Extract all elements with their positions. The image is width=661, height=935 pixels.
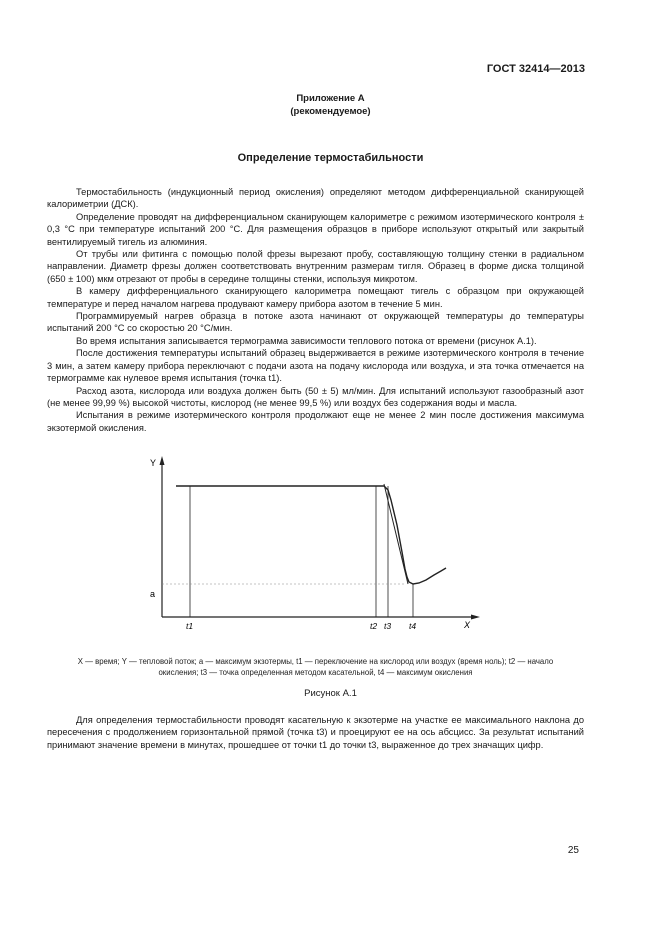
- body-text-bottom: [47, 714, 584, 751]
- x-axis-arrow: [471, 615, 480, 620]
- paragraph: Расход азота, кислорода или воздуха должен быть (50 ± 5) мл/мин. Для испытаний используют газообразный азот (не менее 99,99 %) высокой чистоты, кислород (не менее 99,5 %) или воздух без содержания воды и масла.: [47, 385, 584, 408]
- t3-label: t3: [384, 621, 392, 631]
- paragraph: Термостабильность (индукционный период окисления) определяют методом дифференциальной сканирующей калориметрии (ДСК).: [47, 187, 584, 210]
- paragraph: Испытания в режиме изотермического контроля продолжают еще не менее 2 мин после достижения максимума экзотермой окисления.: [47, 410, 584, 433]
- paragraph: Во время испытания записывается термограмма зависимости теплового потока от времени (рисунок А.1).: [76, 335, 537, 346]
- paragraph: От трубы или фитинга с помощью полой фрезы вырезают пробу, составляющую толщину стенки в радиальном направлении. Диаметр фрезы должен соответствовать внутренним размерам тигля. Образец в форме диска толщиной (650 ± 100) мкм отрезают от пробы в середине толщины стенки, используя микротом.: [47, 249, 584, 284]
- legend-line: X — время; Y — тепловой поток; а — максимум экзотермы, t1 — переключение на кислород или воздух (время ноль); t2 — начало: [77, 657, 554, 666]
- annex-title: Приложение А: [296, 93, 365, 104]
- figure-legend: [47, 656, 584, 678]
- document-id-header: ГОСТ 32414—2013: [486, 63, 585, 75]
- t4-label: t4: [409, 621, 417, 631]
- paragraph: Программируемый нагрев образца в потоке азота начинают от окружающей температуры до температуры испытаний 200 °С со скоростью 20 °С/мин.: [47, 311, 584, 334]
- paragraph: В камеру дифференциального сканирующего калориметра помещают тигель с образцом при окружающей температуре и перед началом нагрева продувают камеру прибора азотом в течение 5 мин.: [47, 286, 584, 309]
- y-axis-arrow: [160, 456, 165, 465]
- x-axis-label: X: [464, 620, 471, 630]
- annex-status: (рекомендуемое): [290, 106, 371, 117]
- y-axis-label: Y: [150, 458, 157, 468]
- page-number: 25: [567, 845, 579, 856]
- figure-caption: Рисунок А.1: [304, 688, 357, 699]
- thermogram-curve: [176, 486, 446, 584]
- paragraph: Определение проводят на дифференциальном сканирующем калориметре с режимом изотермического контроля ± 0,3 °С при температуре испытаний 200 °С. Для размещения образцов в приборе используют открытый или закрытый вентилируемый тигель из алюминия.: [47, 211, 584, 247]
- paragraph: Для определения термостабильности проводят касательную к экзотерме на участке ее максимального наклона до пересечения с продолжением горизонтальной прямой (точка t3) и проецируют ее на ось абсцисс. За результат испытаний принимают значение времени в минутах, прошедшее от точки t1 до точки t3, выраженное до трех значащих цифр.: [47, 715, 584, 750]
- t2-label: t2: [370, 621, 378, 631]
- section-title: Определение термостабильности: [237, 152, 424, 164]
- t1-label: t1: [186, 621, 194, 631]
- legend-line: окисления; t3 — точка определенная методом касательной, t4 — максимум окисления: [158, 668, 473, 677]
- paragraph: После достижения температуры испытаний образец выдерживается в режиме изотермического контроля в течение 3 мин, а затем камеру прибора переключают с подачи азота на подачу кислорода или воздуха, и эта точка отмечается на термограмме как нулевое время испытания (точка t1).: [47, 348, 584, 384]
- max-exotherm-label: a: [150, 589, 156, 599]
